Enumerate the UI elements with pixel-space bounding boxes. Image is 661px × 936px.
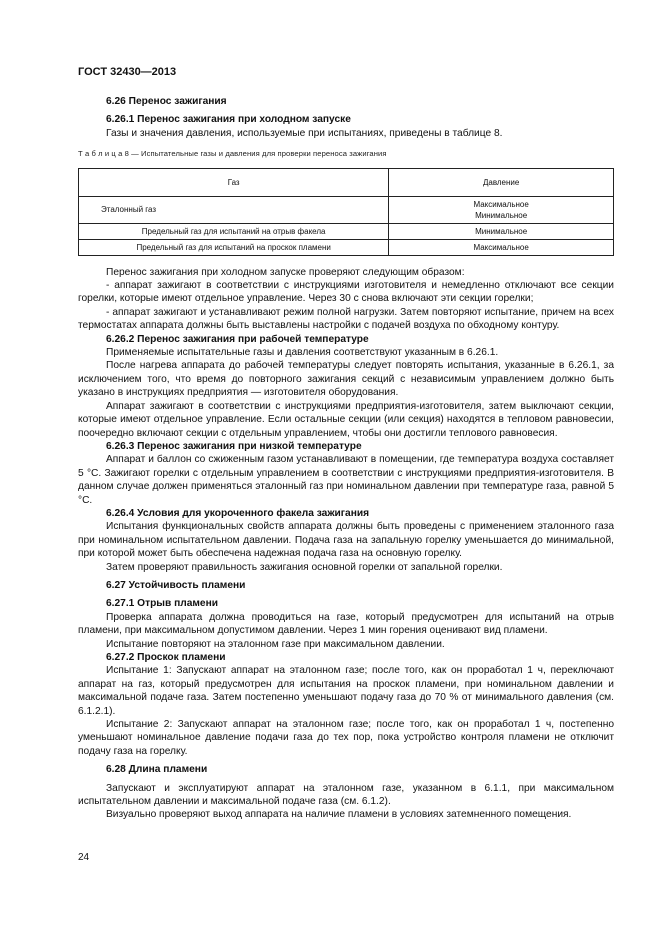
paragraph: Испытание 2: Запускают аппарат на эталонном газе; после того, как он проработал 1 ч, постепенно уменьшают номинальное давление подачи газа до тех пор, пока устройство контроля пламени не отключит подачу газа на горелку. bbox=[78, 719, 614, 757]
paragraph: Газы и значения давления, используемые при испытаниях, приведены в таблице 8. bbox=[106, 127, 503, 139]
section-6-28-title: 6.28 Длина пламени bbox=[106, 764, 208, 776]
paragraph: Перенос зажигания при холодном запуске проверяют следующим образом: bbox=[106, 266, 465, 278]
table-row bbox=[79, 223, 614, 239]
paragraph: Запускают и эксплуатируют аппарат на эталонном газе, указанном в 6.1.1, при максимальном испытательном давлении и максимальной подаче газа (см. 6.1.2). bbox=[78, 782, 614, 808]
paragraph: Аппарат зажигают в соответствии с инструкциями предприятия-изготовителя, затем выключают секции, которые имеют отдельное управление. Если остальные секции (или секция) находятся в тепловом равновесии, поочередно включают секции с отдельным управлением, чтобы они достигли теплового равновесия. bbox=[78, 400, 614, 439]
paragraph: После нагрева аппарата до рабочей температуры следует повторять испытания, указанные в 6.26.1, за исключением того, что время до повторного зажигания секций с независимым управлением должно быть указано в инструкциях предприятия — изготовителя оборудования. bbox=[78, 360, 614, 399]
paragraph: Испытание 1: Запускают аппарат на эталонном газе; после того, как он проработал 1 ч, переключают аппарат на газ, который предусмотрен для испытания на проскок пламени, при номинальном давлении и максимальной подаче газа. Затем постепенно уменьшают подачу газа до 70 % от минимального давления (см. 6.1.2.1). bbox=[78, 665, 614, 717]
list-item: - аппарат зажигают в соответствии с инструкциями изготовителя и немедленно отключают все секции горелки, которые имеют отдельное управление. Через 30 с снова включают эти секции горелки; bbox=[78, 280, 614, 305]
section-6-26-1-title: 6.26.1 Перенос зажигания при холодном запуске bbox=[106, 114, 351, 126]
table-caption: Т а б л и ц а 8 — Испытательные газы и давления для проверки переноса зажигания bbox=[78, 149, 387, 159]
table-header-pressure: Давление bbox=[389, 168, 614, 196]
paragraph: Затем проверяют правильность зажигания основной горелки от запальной горелки. bbox=[106, 561, 503, 573]
table-cell-gas: Предельный газ для испытаний на отрыв факела bbox=[79, 223, 389, 239]
table-row bbox=[79, 239, 614, 255]
table-row bbox=[79, 196, 614, 223]
pressure-value: Максимальное bbox=[473, 199, 529, 209]
section-6-27-title: 6.27 Устойчивость пламени bbox=[106, 579, 246, 591]
paragraph: Испытание повторяют на эталонном газе при максимальном давлении. bbox=[106, 638, 445, 650]
paragraph: Аппарат и баллон со сжиженным газом устанавливают в помещении, где температура воздуха составляет 5 °С. Зажигают горелки с отдельным управлением в соответствии с инструкциями предприятия-изготовителя. В данном случае должен применяться эталонный газ при номинальном давлении при температуре газа, равной 5 °С. bbox=[78, 454, 614, 506]
table-cell-gas: Предельный газ для испытаний на проскок пламени bbox=[79, 239, 389, 255]
table-cell-pressure: Максимальное bbox=[389, 239, 614, 255]
table-header-row bbox=[79, 168, 614, 196]
standard-header: ГОСТ 32430—2013 bbox=[78, 66, 177, 78]
paragraph: Визуально проверяют выход аппарата на наличие пламени в условиях затемненного помещения. bbox=[106, 809, 572, 821]
section-6-26-title: 6.26 Перенос зажигания bbox=[106, 96, 227, 107]
section-6-26-2-title: 6.26.2 Перенос зажигания при рабочей температуре bbox=[106, 333, 369, 345]
table-cell-pressure bbox=[389, 196, 614, 223]
section-6-26-4-title: 6.26.4 Условия для укороченного факела зажигания bbox=[106, 507, 370, 519]
pressure-value: Минимальное bbox=[475, 210, 528, 220]
list-item: - аппарат зажигают и устанавливают режим полной нагрузки. Затем повторяют испытание, причем на всех термостатах аппарата должны быть выставлены настройки с подачей воздуха по обходному контуру. bbox=[78, 306, 614, 332]
section-6-26-3-title: 6.26.3 Перенос зажигания при низкой температуре bbox=[106, 440, 362, 452]
paragraph: Испытания функциональных свойств аппарата должны быть проведены с применением эталонного газа при номинальном испытательном давлении. Подача газа на запальную горелку уменьшается до минимальной, при которой может быть обеспечена надежная подача газа на основную горелку. bbox=[78, 521, 614, 560]
table-cell-gas: Эталонный газ bbox=[79, 196, 389, 223]
paragraph: Применяемые испытательные газы и давления соответствуют указанным в 6.26.1. bbox=[106, 347, 499, 359]
page-number: 24 bbox=[78, 852, 90, 863]
section-6-27-1-title: 6.27.1 Отрыв пламени bbox=[106, 598, 218, 610]
table-cell-pressure: Минимальное bbox=[389, 223, 614, 239]
paragraph: Проверка аппарата должна проводиться на газе, который предусмотрен для испытаний на отрыв пламени, при максимальном допустимом давлении. Через 1 мин горения оценивают вид пламени. bbox=[78, 611, 614, 637]
document-body bbox=[78, 92, 614, 822]
section-6-27-2-title: 6.27.2 Проскок пламени bbox=[106, 652, 226, 663]
gas-pressure-table bbox=[78, 168, 614, 256]
table-header-gas: Газ bbox=[79, 168, 389, 196]
